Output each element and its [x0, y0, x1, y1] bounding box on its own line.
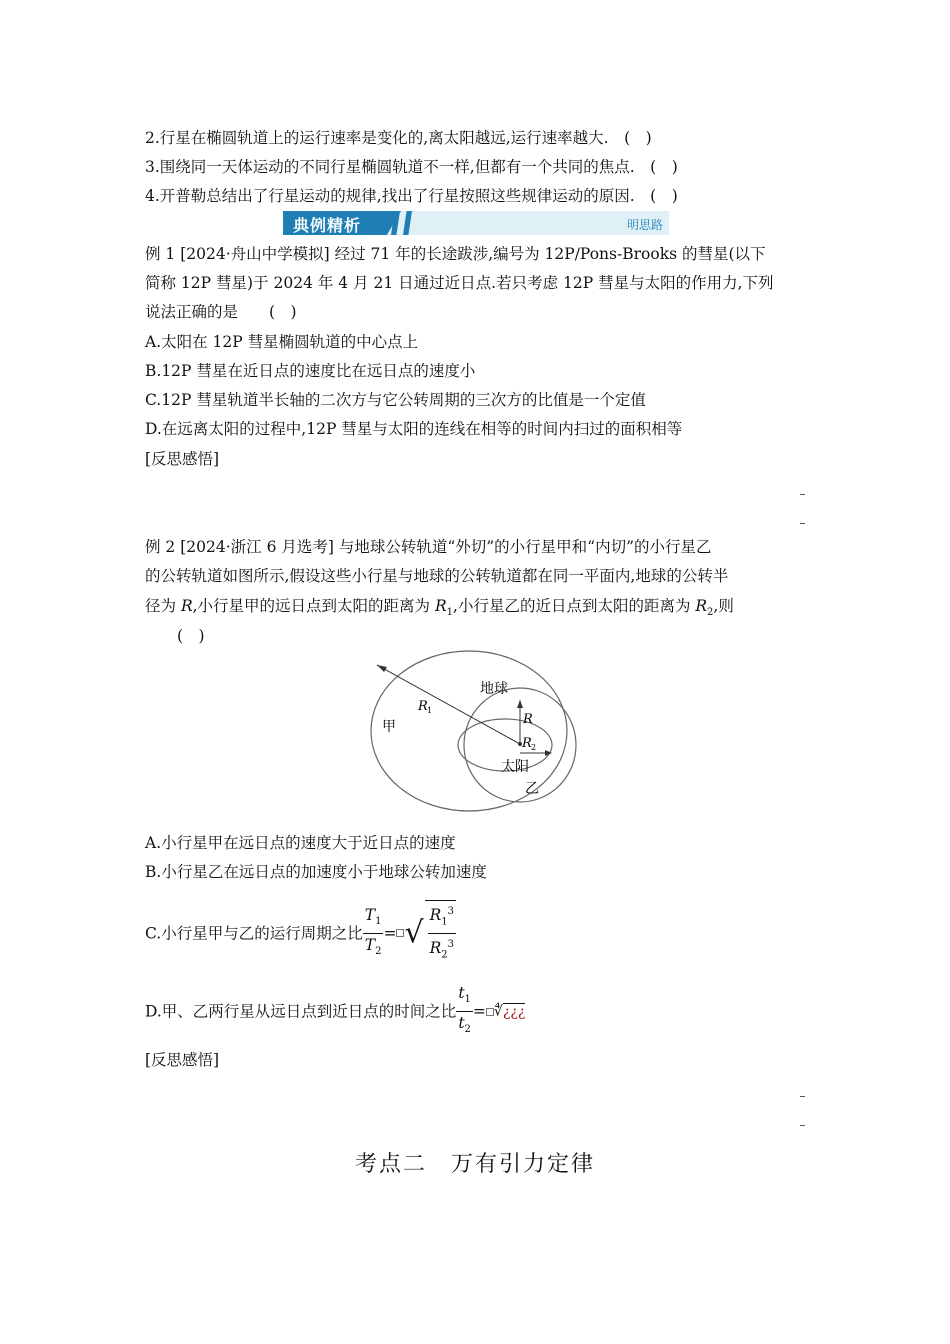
- text-fragment: 径为: [145, 597, 181, 615]
- example2-stem-line3: [145, 596, 734, 623]
- banner-subtitle: 明思路: [626, 218, 663, 232]
- r-arrowhead: [517, 700, 523, 708]
- symbol-T: T: [364, 905, 376, 924]
- example2-answer-bracket: ( ): [177, 627, 205, 645]
- section-banner: [283, 211, 669, 235]
- statement-3: 3.围绕同一天体运动的不同行星椭圆轨道不一样,但都有一个共同的焦点. ( ): [145, 158, 678, 176]
- text-fragment: ,则: [713, 597, 734, 615]
- subscript: 2: [707, 607, 714, 619]
- symbol-R1: R: [434, 597, 447, 615]
- symbol-T: T: [364, 935, 376, 954]
- margin-mark: [800, 523, 805, 524]
- sun-label: 太阳: [501, 759, 529, 775]
- exponent: 3: [447, 939, 455, 951]
- jia-label: 甲: [382, 719, 396, 735]
- banner-title: 典例精析: [293, 216, 362, 235]
- symbol-R: R: [429, 906, 442, 925]
- statement-2: 2.行星在椭圆轨道上的运行速率是变化的,离太阳越远,运行速率越大. ( ): [145, 129, 652, 147]
- exponent: 3: [447, 906, 455, 917]
- sqrt-sign: √: [404, 915, 424, 951]
- symbol-t: t: [458, 984, 465, 1002]
- r-label: R: [523, 712, 533, 727]
- r1-arrowhead: [377, 665, 387, 672]
- r2-subscript: 2: [531, 743, 537, 752]
- r1-line: [377, 665, 520, 744]
- text-fragment: ,小行星乙的近日点到太阳的距离为: [453, 597, 696, 615]
- example2-option-a: A.小行星甲在远日点的速度大于近日点的速度: [145, 834, 456, 852]
- margin-mark: [800, 1096, 805, 1097]
- option-d-text: D.甲、乙两行星从远日点到近日点的时间之比: [145, 1002, 457, 1021]
- placeholder-box: [486, 1008, 494, 1016]
- example2-stem-line1: 例 2 [2024·浙江 6 月选考] 与地球公转轨道“外切”的小行星甲和“内切”的小行星乙: [145, 538, 712, 556]
- margin-mark: [800, 1125, 805, 1126]
- margin-mark: [800, 494, 805, 495]
- r2-label: R: [522, 736, 532, 751]
- time-ratio: [456, 982, 473, 1041]
- option-c-text: C.小行星甲与乙的运行周期之比: [145, 924, 363, 943]
- subscript: 2: [441, 949, 448, 961]
- subscript: 2: [464, 1024, 471, 1036]
- r1-subscript: 1: [427, 706, 433, 715]
- period-ratio: [363, 904, 384, 963]
- example1-option-a: A.太阳在 12P 彗星椭圆轨道的中心点上: [145, 333, 419, 351]
- radicand: [425, 900, 456, 967]
- subscript: 2: [375, 945, 382, 957]
- example1-stem-line3: 说法正确的是 ( ): [145, 303, 297, 321]
- yi-label: 乙: [525, 781, 539, 797]
- example2-option-d: [145, 982, 525, 1041]
- subscript: 1: [441, 916, 448, 928]
- symbol-R2: R: [695, 597, 708, 615]
- symbol-t: t: [458, 1014, 465, 1033]
- garbled-glyphs: ¿¿¿: [502, 1003, 526, 1020]
- example1-option-b: B.12P 彗星在近日点的速度比在远日点的速度小: [145, 362, 476, 380]
- subscript: 1: [375, 915, 382, 927]
- example1-option-d: D.在远离太阳的过程中,12P 彗星与太阳的连线在相等的时间内扫过的面积相等: [145, 420, 683, 438]
- example1-stem-line1: 例 1 [2024·舟山中学模拟] 经过 71 年的长途跋涉,编号为 12P/Pons-Brooks 的彗星(以下: [145, 245, 766, 263]
- earth-label: 地球: [480, 681, 508, 697]
- root-sign: ∜: [493, 1003, 503, 1020]
- example2-option-b: B.小行星乙在远日点的加速度小于地球公转加速度: [145, 863, 487, 881]
- subscript: 1: [464, 994, 471, 1006]
- radius-ratio: [428, 901, 456, 967]
- example1-reflection: [反思感悟]: [145, 450, 220, 468]
- r1-label: R: [418, 699, 428, 714]
- symbol-R: R: [429, 939, 442, 958]
- example1-option-c: C.12P 彗星轨道半长轴的二次方与它公转周期的三次方的比值是一个定值: [145, 391, 646, 409]
- equals-sign: =: [472, 1002, 486, 1021]
- example2-reflection: [反思感悟]: [145, 1051, 220, 1069]
- example2-option-c: [145, 900, 456, 967]
- section-title: 考点二 万有引力定律: [354, 1152, 595, 1177]
- statement-4: 4.开普勒总结出了行星运动的规律,找出了行星按照这些规律运动的原因. ( ): [145, 187, 678, 205]
- orbit-diagram: [365, 645, 585, 825]
- example1-stem-line2: 简称 12P 彗星)于 2024 年 4 月 21 日通过近日点.若只考虑 12P 彗星与太阳的作用力,下列: [145, 274, 774, 292]
- equals-sign: =: [383, 924, 397, 943]
- example2-stem-line2: 的公转轨道如图所示,假设这些小行星与地球的公转轨道都在同一平面内,地球的公转半: [145, 567, 729, 585]
- symbol-R: R: [180, 597, 193, 615]
- text-fragment: ,小行星甲的远日点到太阳的距离为: [192, 597, 435, 615]
- subscript: 1: [446, 607, 454, 619]
